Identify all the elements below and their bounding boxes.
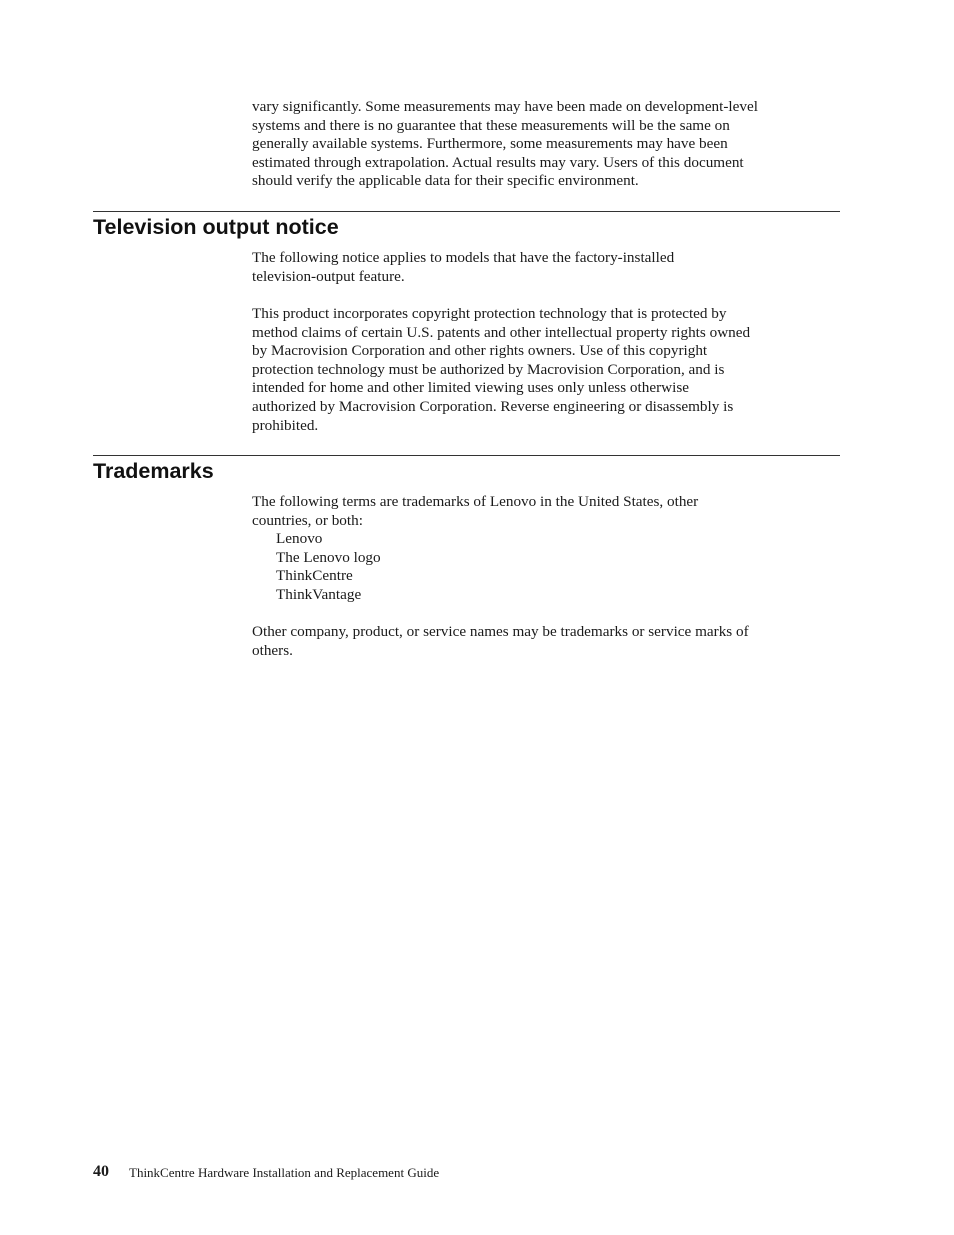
intro-line: estimated through extrapolation. Actual results may vary. Users of this document bbox=[252, 153, 744, 171]
section-divider bbox=[93, 211, 840, 212]
trademarks-paragraph-2 bbox=[252, 623, 852, 660]
footer-doc-title: ThinkCentre Hardware Installation and Replacement Guide bbox=[129, 1165, 440, 1180]
tv-p2-line: protection technology must be authorized by Macrovision Corporation, and is bbox=[252, 360, 725, 378]
intro-line: generally available systems. Furthermore, some measurements may have been bbox=[252, 135, 728, 153]
tv-p2-line: method claims of certain U.S. patents and other intellectual property rights owned bbox=[252, 323, 751, 341]
tv-p1-line: television-output feature. bbox=[252, 267, 405, 285]
tm-p1-line: The following terms are trademarks of Lenovo in the United States, other bbox=[252, 493, 699, 510]
tm-p2-line: Other company, product, or service names may be trademarks or service marks of bbox=[252, 623, 749, 640]
trademark-item: ThinkVantage bbox=[276, 585, 362, 603]
tv-p2-line: prohibited. bbox=[252, 416, 319, 434]
intro-line: systems and there is no guarantee that these measurements will be the same on bbox=[252, 116, 730, 134]
tv-paragraph-2 bbox=[252, 305, 852, 435]
trademark-item: Lenovo bbox=[276, 530, 323, 547]
page-number: 40 bbox=[93, 1163, 109, 1180]
intro-line: vary significantly. Some measurements may have been made on development-level bbox=[252, 98, 758, 115]
tv-paragraph-1 bbox=[252, 249, 852, 286]
trademarks-heading: Trademarks bbox=[93, 459, 214, 483]
trademark-item: The Lenovo logo bbox=[276, 548, 381, 566]
trademarks-paragraph-1 bbox=[252, 493, 852, 530]
trademark-item: ThinkCentre bbox=[276, 567, 353, 585]
section-divider bbox=[93, 455, 840, 456]
tv-p1-line: The following notice applies to models that have the factory-installed bbox=[252, 249, 675, 266]
intro-line: should verify the applicable data for their specific environment. bbox=[252, 172, 639, 190]
intro-paragraph bbox=[252, 98, 852, 191]
tv-p2-line: intended for home and other limited viewing uses only unless otherwise bbox=[252, 379, 689, 397]
tv-p2-line: authorized by Macrovision Corporation. Reverse engineering or disassembly is bbox=[252, 397, 734, 415]
tm-p2-line: others. bbox=[252, 641, 293, 659]
tv-p2-line: This product incorporates copyright protection technology that is protected by bbox=[252, 305, 727, 322]
tm-p1-line: countries, or both: bbox=[252, 511, 363, 529]
tv-section-heading: Television output notice bbox=[93, 215, 339, 239]
tv-p2-line: by Macrovision Corporation and other rights owners. Use of this copyright bbox=[252, 342, 708, 360]
trademark-list bbox=[276, 530, 381, 604]
